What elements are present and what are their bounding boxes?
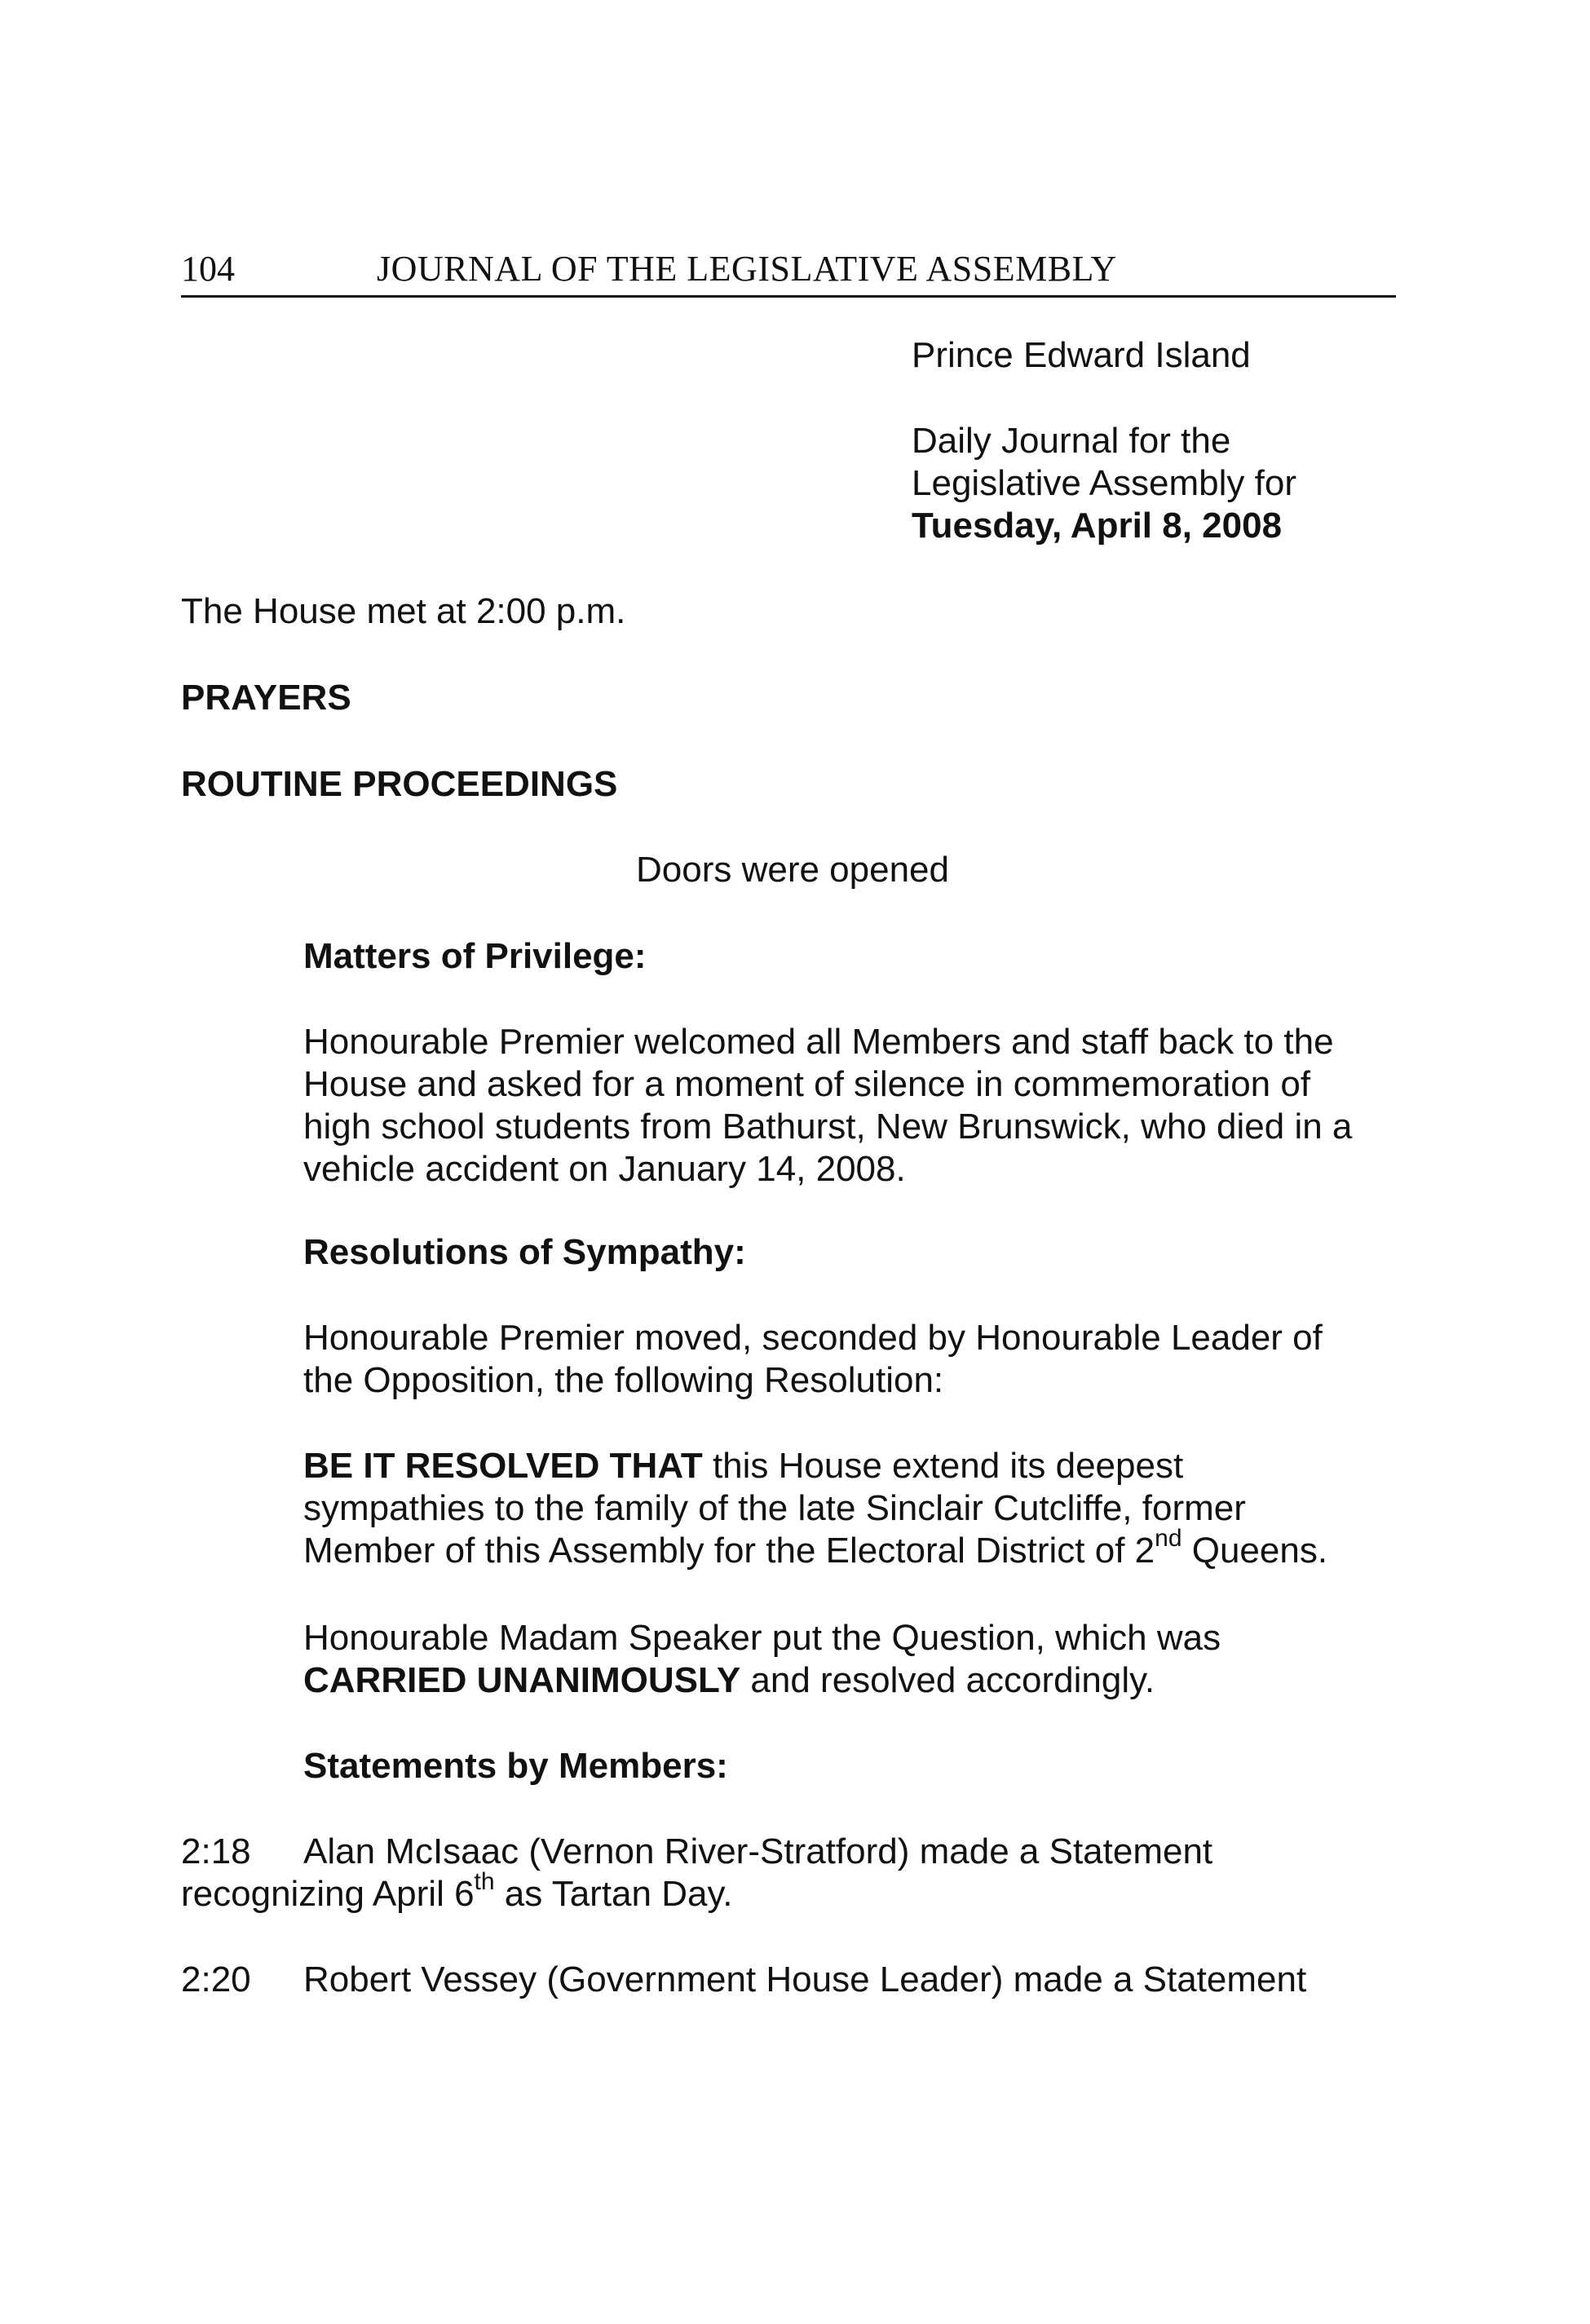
statement-text-3: as Tartan Day. <box>494 1874 733 1914</box>
statement-text: Alan McIsaac (Vernon River-Stratford) made a Statement <box>303 1831 1213 1871</box>
statement-line-1 <box>181 1959 1404 2001</box>
routine-proceedings-heading: ROUTINE PROCEEDINGS <box>181 764 618 804</box>
privilege-line: Honourable Premier welcomed all Members and staff back to the <box>303 1022 1334 1062</box>
province-name: Prince Edward Island <box>912 335 1251 375</box>
journal-title: JOURNAL OF THE LEGISLATIVE ASSEMBLY <box>377 249 1117 289</box>
resolution-line-1-text: this House extend its deepest <box>702 1446 1184 1486</box>
statement-text: Robert Vessey (Government House Leader) made a Statement <box>303 1959 1307 1999</box>
privilege-line: House and asked for a moment of silence in commemoration of <box>303 1064 1311 1104</box>
statement-line-1 <box>181 1831 1404 1873</box>
statements-heading: Statements by Members: <box>303 1746 728 1786</box>
resolution-paragraph <box>303 1445 1404 1572</box>
sympathy-heading: Resolutions of Sympathy: <box>303 1232 746 1272</box>
journal-date: Tuesday, April 8, 2008 <box>912 506 1283 546</box>
statement-line-2 <box>181 1868 1404 1915</box>
journal-line-1: Daily Journal for the <box>912 421 1231 461</box>
motion-line: Honourable Premier moved, seconded by Honourable Leader of <box>303 1318 1323 1358</box>
prayers-heading: PRAYERS <box>181 678 351 718</box>
carried-unanimously: CARRIED UNANIMOUSLY <box>303 1660 741 1700</box>
resolution-line-3 <box>303 1525 1404 1572</box>
doors-opened: Doors were opened <box>635 850 949 890</box>
page-number: 104 <box>181 249 235 289</box>
journal-date-block <box>912 420 1296 547</box>
privilege-heading: Matters of Privilege: <box>303 936 647 976</box>
question-line-1: Honourable Madam Speaker put the Question, which was <box>303 1618 1221 1658</box>
question-line-2 <box>303 1659 1404 1702</box>
statement-time: 2:18 <box>181 1831 251 1871</box>
question-line-2-text: and resolved accordingly. <box>740 1660 1155 1700</box>
journal-line-2: Legislative Assembly for <box>912 463 1296 503</box>
privilege-line: high school students from Bathurst, New Brunswick, who died in a <box>303 1107 1353 1147</box>
ordinal-suffix: th <box>474 1868 495 1896</box>
resolution-line-3-text: Member of this Assembly for the Electoral District of 2 <box>303 1531 1155 1571</box>
privilege-line: vehicle accident on January 14, 2008. <box>303 1149 906 1189</box>
running-header <box>181 245 1396 298</box>
statement-entry <box>181 1831 1404 1915</box>
question-paragraph <box>303 1617 1404 1702</box>
resolution-lead: BE IT RESOLVED THAT <box>303 1446 703 1486</box>
resolution-line-3-end: Queens. <box>1181 1531 1328 1571</box>
statement-text-2: recognizing April 6 <box>181 1874 475 1914</box>
privilege-paragraph <box>303 1021 1404 1191</box>
opening-line: The House met at 2:00 p.m. <box>181 591 626 631</box>
resolution-line-1 <box>303 1445 1404 1487</box>
resolution-line-2: sympathies to the family of the late Sinclair Cutcliffe, former <box>303 1488 1246 1528</box>
ordinal-suffix: nd <box>1155 1525 1182 1553</box>
sympathy-motion <box>303 1317 1404 1402</box>
statement-time: 2:20 <box>181 1959 251 1999</box>
motion-line: the Opposition, the following Resolution: <box>303 1360 944 1400</box>
statement-entry <box>181 1959 1404 2001</box>
